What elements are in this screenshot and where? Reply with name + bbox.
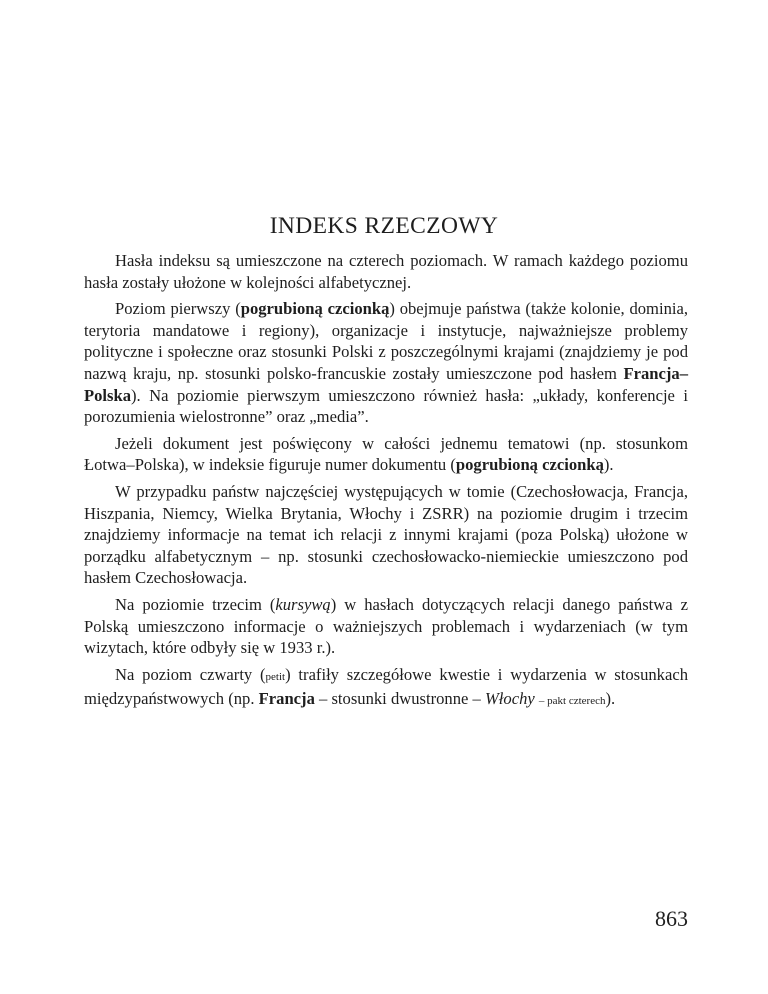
italic-text: kursywą bbox=[275, 594, 331, 614]
paragraph bbox=[84, 664, 688, 713]
page-title: INDEKS RZECZOWY bbox=[269, 213, 499, 239]
text-run: – stosunki dwustronne – bbox=[314, 689, 485, 709]
bold-text: pogrubioną czcionką bbox=[240, 299, 390, 319]
body-text bbox=[84, 250, 688, 718]
text-run: Poziom pierwszy ( bbox=[115, 299, 241, 319]
paragraph bbox=[84, 481, 688, 589]
paragraph bbox=[84, 298, 688, 428]
small-text: – pakt czterech bbox=[538, 695, 606, 708]
bold-text: pogrubioną czcionką bbox=[455, 455, 604, 475]
paragraph bbox=[84, 250, 688, 293]
small-text: petit bbox=[265, 670, 286, 683]
text-run: Na poziomie trzecim ( bbox=[115, 594, 276, 614]
bold-text: Francja–Polska bbox=[84, 363, 688, 405]
italic-text: Włochy bbox=[484, 689, 535, 709]
text-run: Jeżeli dokument jest poświęcony w całości jednemu tematowi (np. stosunkom Łotwa–Polska), w indeksie figuruje numer dokumentu ( bbox=[84, 433, 688, 475]
bold-text: Francja bbox=[258, 689, 315, 709]
text-run: ). bbox=[603, 455, 614, 475]
text-run: ) obejmuje państwa (także kolonie, dominia, terytoria mandatowe i regiony), organizacje i instytucje, najważniejsze problemy polityczne i społeczne oraz stosunki Polski z poszczególnymi krajami (znajdziemy je pod nazwą kraju, np. stosunki polsko-francuskie zostały umieszczone pod hasłem bbox=[84, 299, 689, 383]
page-number: 863 bbox=[655, 906, 688, 931]
text-run: Hasła indeksu są umieszczone na czterech poziomach. W ramach każdego poziomu hasła zostały ułożone w kolejności alfabetycznej. bbox=[84, 251, 688, 292]
text-run: ) trafiły szczegółowe kwestie i wydarzenia w stosunkach międzypaństwowych (np. bbox=[84, 664, 688, 709]
paragraph bbox=[84, 594, 688, 659]
text-run: ). Na poziomie pierwszym umieszczono również hasła: „układy, konferencje i porozumienia wielostronne” oraz „media”. bbox=[84, 385, 688, 427]
text-run: W przypadku państw najczęściej występujących w tomie (Czechosłowacja, Francja, Hiszpania, Niemcy, Wielka Brytania, Włochy i ZSRR) na poziomie drugim i trzecim znajdziemy informacje na temat ich relacji z innymi krajami (poza Polską) ułożone w porządku alfabetycznym – np. stosunki czechosłowacko-niemieckie umieszczono pod hasłem Czechosłowacja. bbox=[84, 481, 688, 588]
text-run: ) w hasłach dotyczących relacji danego państwa z Polską umieszczono informacje o ważniejszych problemach i wydarzeniach (w tym wizytach, które odbyły się w 1933 r.). bbox=[84, 594, 688, 658]
text-run: Na poziom czwarty ( bbox=[115, 664, 266, 684]
text-run: ). bbox=[605, 689, 616, 709]
paragraph bbox=[84, 433, 688, 476]
